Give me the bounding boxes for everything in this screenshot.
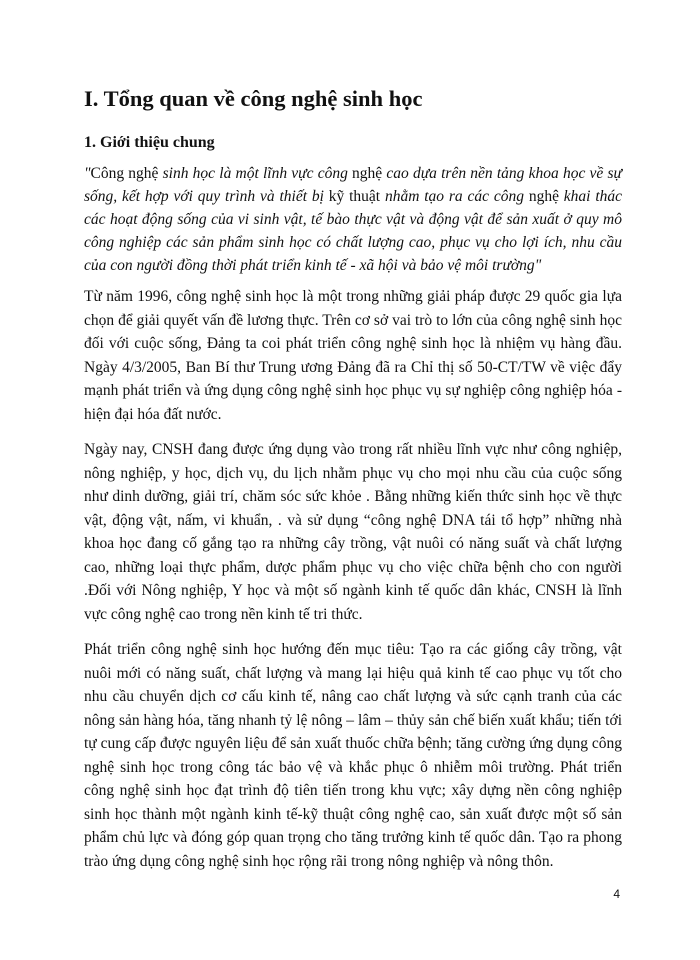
quote-text-1: sinh học là một lĩnh vực công — [158, 165, 353, 182]
quote-text-4: khai thác các hoạt động sống của vi sinh vật, tế bào thực vật và động vật để sản xuất ở quy mô công nghiệp các sản phẩm sinh học có chất lượng cao, phục vụ cho lợi ích, nhu cầu của con người đồng thời phát triển kinh tế - xã hội và bảo vệ môi trường — [84, 188, 623, 274]
paragraph-goals: Phát triển công nghệ sinh học hướng đến mục tiêu: Tạo ra các giống cây trồng, vật nuôi mới có năng suất, chất lượng và mang lại hiệu quả kinh tế cao phục vụ tốt cho nhu cầu chuyển dịch cơ cấu kinh tế, nâng cao chất lượng và sức cạnh tranh của các nông sản hàng hóa, tăng nhanh tỷ lệ nông – lâm – thủy sản chế biến xuất khẩu; tiến tới tự cung cấp được nguyên liệu để sản xuất thuốc chữa bệnh; tăng cường ứng dụng công nghệ sinh học trong công tác bảo vệ và khắc phục ô nhiễm môi trường. Phát triển công nghệ sinh học đạt trình độ tiên tiến trong khu vực; xây dựng nền công nghiệp sinh học thành một ngành kinh tế-kỹ thuật công nghệ cao, sản xuất được một số sản phẩm chủ lực và đóng góp quan trọng cho tăng trưởng kinh tế quốc dân. Tạo ra phong trào ứng dụng công nghệ sinh học rộng rãi trong nông nghiệp và nông thôn. — [84, 641, 622, 870]
paragraph-history: Từ năm 1996, công nghệ sinh học là một trong những giải pháp được 29 quốc gia lựa chọn để giải quyết vấn đề lương thực. Trên cơ sở vai trò to lớn của công nghệ sinh học đối với cuộc sống, Đảng ta coi phát triển công nghệ sinh học là nhiệm vụ hàng đầu. Ngày 4/3/2005, Ban Bí thư Trung ương Đảng đã ra Chỉ thị số 50-CT/TW về việc đẩy mạnh phát triển và ứng dụng công nghệ sinh học phục vụ sự nghiệp công nghiệp hóa - hiện đại hóa đất nước. — [84, 288, 622, 423]
quote-term-nghe-2: nghệ — [528, 188, 559, 205]
quote-open: " — [84, 165, 91, 182]
paragraph-applications: Ngày nay, CNSH đang được ứng dụng vào trong rất nhiều lĩnh vực như công nghiệp, nông nghiệp, y học, dịch vụ, du lịch nhằm phục vụ cho mọi nhu cầu của cuộc sống như dinh dưỡng, giải trí, chăm sóc sức khỏe . Bằng những kiến thức sinh học về thực vật, động vật, nấm, vi khuẩn, . và sử dụng “công nghệ DNA tái tổ hợp” những nhà khoa học đang cố gắng tạo ra những cây trồng, vật nuôi có năng suất và chất lượng cao, những loại thực phẩm, dược phẩm phục vụ cho việc chữa bệnh cho con người .Đối với Nông nghiệp, Y học và một số ngành kinh tế quốc dân khác, CNSH là lĩnh vực công nghệ cao trong nền kinh tế tri thức. — [84, 441, 622, 623]
quote-term-cong-nghe: Công nghệ — [90, 165, 159, 182]
quote-close: " — [534, 257, 542, 274]
page-content — [84, 84, 622, 885]
quote-text-3: nhằm tạo ra các công — [380, 188, 529, 205]
subsection-title: 1. Giới thiệu chung — [84, 134, 215, 151]
quote-text-2: cao dựa trên nền tảng khoa học về sự sống, kết hợp với quy trình và thiết bị — [84, 165, 622, 205]
quote-term-ky-thuat: kỹ thuật — [328, 188, 381, 205]
quote-term-nghe: nghệ — [352, 165, 383, 182]
page-number: 4 — [613, 887, 620, 901]
section-title: I. Tổng quan về công nghệ sinh học — [84, 86, 423, 111]
definition-quote — [84, 162, 622, 277]
